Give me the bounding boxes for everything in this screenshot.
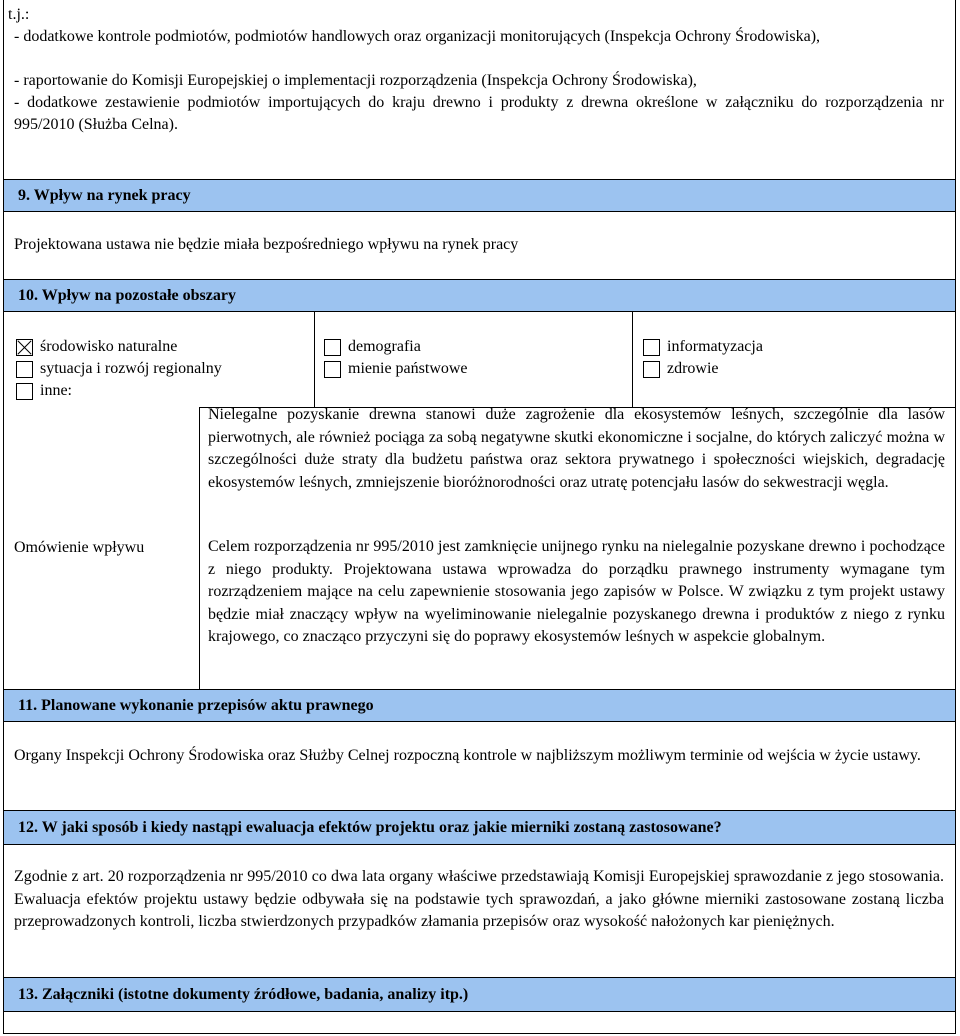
section-13-header (4, 978, 955, 1011)
checkbox-inne[interactable] (16, 380, 72, 402)
checkbox-label: informatyzacja (667, 338, 763, 355)
checkbox-sytuacja-regionalna[interactable] (16, 358, 222, 380)
checkbox-empty-icon[interactable] (16, 361, 33, 378)
impact-paragraph-2: Celem rozporządzenia nr 995/2010 jest zamknięcie unijnego rynku na nielegalnie pozyskane drewno i pochodzące z niego produkty. Projektowana ustawa wprowadza do porządku prawnego instrumenty wymagane tym rozrządzeniem mające na celu zapewnienie stosowania jego zapisów w Polsce. W związku z tym projekt ustawy będzie miał znaczący wpływ na wyeliminowanie nielegalnie pozyskanego drewna i produktów z niego z rynku krajowego, co znacząco przyczyni się do poprawy ekosystemów leśnych w aspekcie globalnym. (208, 538, 945, 645)
section-12-title: 12. W jaki sposób i kiedy nastąpi ewaluacja efektów projektu oraz jakie mierniki zostaną zastosowane? (18, 818, 722, 836)
top-line-1: - dodatkowe kontrole podmiotów, podmiotów handlowych oraz organizacji monitorujących (Inspekcja Ochrony Środowiska), (14, 28, 821, 45)
section-9-header (4, 180, 955, 211)
impact-paragraph-1: Nielegalne pozyskanie drewna stanowi duże zagrożenie dla ekosystemów leśnych, szczególnie dla lasów pierwotnych, ale również pociąga za sobą negatywne skutki ekonomiczne i socjalne, do których zaliczyć można w szczególności duże straty dla budżetu państwa oraz sektora prywatnego i społeczności wiejskich, degradację ekosystemów leśnych, zmniejszenie bioróżnorodności oraz utratę potencjału lasów do sekwestracji węgla. (208, 406, 945, 491)
checkbox-label: sytuacja i rozwój regionalny (40, 360, 222, 377)
section-12-text: Zgodnie z art. 20 rozporządzenia nr 995/2010 co dwa lata organy właściwe przedstawiają Komisji Europejskiej sprawozdanie z jego stosowania. Ewaluacja efektów projektu ustawy będzie odbywała się na podstawie tych sprawozdań, a jako główne mierniki zastosowane zostaną liczba przeprowadzonych kontroli, liczba stwierdzonych przypadków złamania przepisów oraz wysokość nałożonych kar pieniężnych. (14, 868, 944, 930)
section-9-text: Projektowana ustawa nie będzie miała bezpośredniego wpływu na rynek pracy (14, 236, 519, 253)
checkbox-label: demografia (348, 338, 421, 355)
checkbox-checked-icon[interactable] (16, 339, 33, 356)
section-11-header (4, 690, 955, 721)
checkbox-label: zdrowie (667, 360, 719, 377)
section-11-title: 11. Planowane wykonanie przepisów aktu prawnego (18, 696, 374, 714)
top-line-2: - raportowanie do Komisji Europejskiej o implementacji rozporządzenia (Inspekcja Ochrony Środowiska), (14, 72, 697, 89)
impact-label: Omówienie wpływu (14, 539, 145, 556)
checkbox-demografia[interactable] (324, 336, 421, 358)
section-10-header (4, 280, 955, 311)
top-line-3: - dodatkowe zestawienie podmiotów importujących do kraju drewno i produkty z drewna określone w załączniku do rozporządzenia nr 995/2010 (Służba Celna). (14, 94, 944, 133)
checkbox-zdrowie[interactable] (643, 358, 719, 380)
top-prefix: t.j.: (8, 6, 30, 23)
checkbox-informatyzacja[interactable] (643, 336, 763, 358)
section-13-title: 13. Załączniki (istotne dokumenty źródłowe, badania, analizy itp.) (18, 985, 469, 1003)
checkbox-label: środowisko naturalne (40, 338, 178, 355)
checkbox-empty-icon[interactable] (324, 339, 341, 356)
checkbox-empty-icon[interactable] (16, 383, 33, 400)
checkbox-srodowisko-naturalne[interactable] (16, 336, 177, 358)
checkbox-empty-icon[interactable] (643, 339, 660, 356)
checkbox-label: mienie państwowe (348, 360, 468, 377)
checkbox-empty-icon[interactable] (643, 361, 660, 378)
section-11-text: Organy Inspekcji Ochrony Środowiska oraz Służby Celnej rozpoczną kontrole w najbliższym możliwym terminie od wejścia w życie ustawy. (14, 747, 921, 764)
checkbox-empty-icon[interactable] (324, 361, 341, 378)
section-12-header (4, 811, 955, 844)
checkbox-mienie-panstwowe[interactable] (324, 358, 468, 380)
checkbox-label: inne: (40, 382, 72, 399)
section-10-title: 10. Wpływ na pozostałe obszary (18, 286, 236, 304)
section-9-title: 9. Wpływ na rynek pracy (18, 186, 191, 204)
